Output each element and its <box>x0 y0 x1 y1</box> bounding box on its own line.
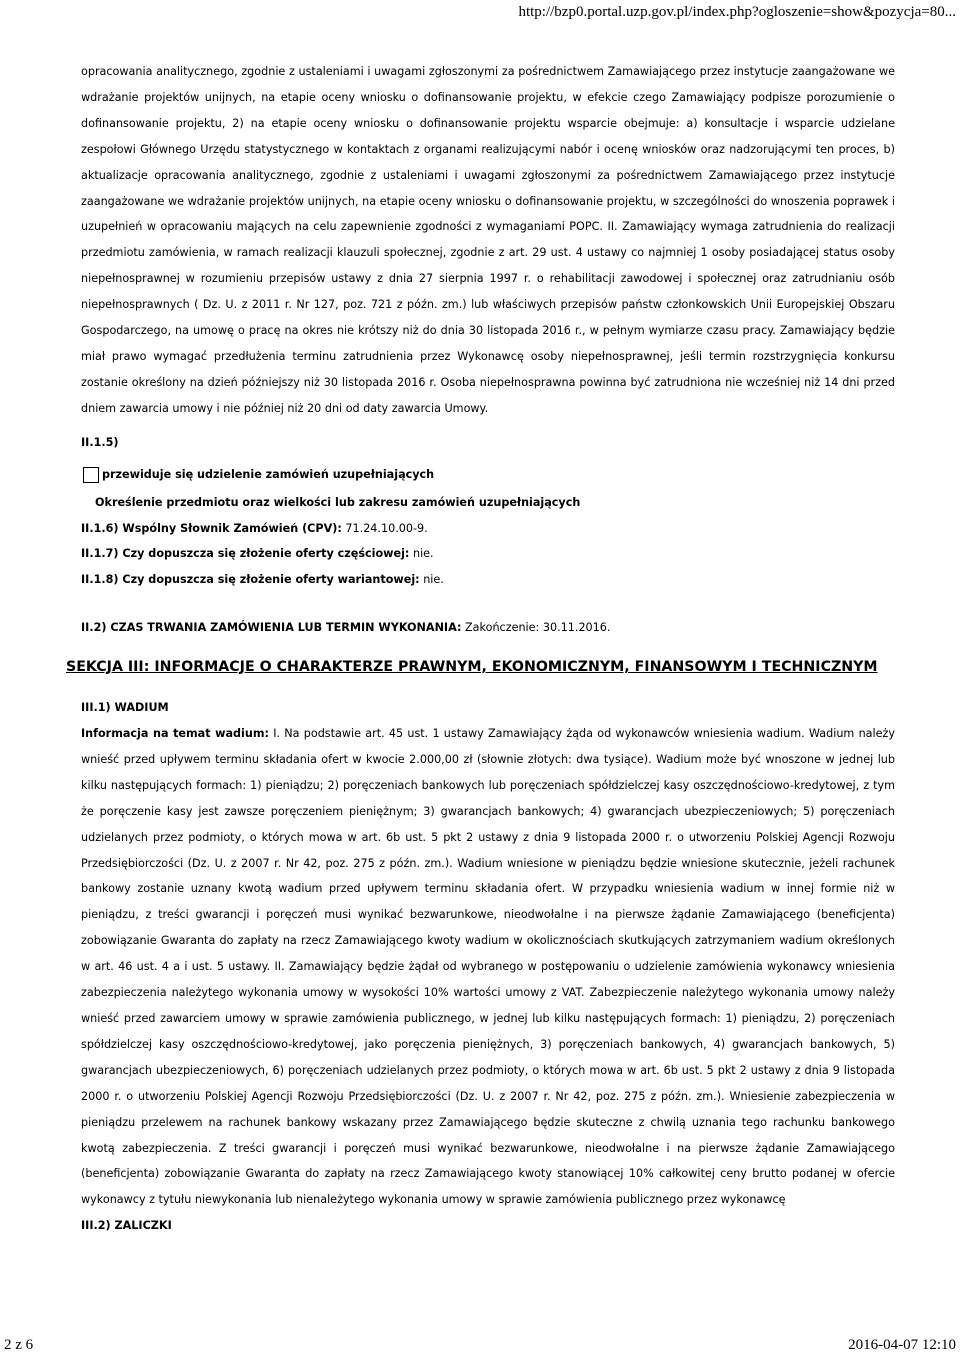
section-ii-1-5-label: II.1.5) <box>81 435 119 449</box>
page-number: 2 z 6 <box>4 1337 34 1353</box>
partial-offer-value: nie. <box>409 547 434 561</box>
cpv-label: II.1.6) Wspólny Słownik Zamówień (CPV): <box>81 521 342 535</box>
duration-label: II.2) CZAS TRWANIA ZAMÓWIENIA LUB TERMIN WYKONANIA: <box>81 621 462 635</box>
variant-offer-label: II.1.8) Czy dopuszcza się złożenie oferty wariantowej: <box>81 573 420 587</box>
section-iii-1-label: III.1) WADIUM <box>81 701 169 715</box>
section-iii-title: SEKCJA III: INFORMACJE O CHARAKTERZE PRAWNYM, EKONOMICZNYM, FINANSOWYM I TECHNICZNYM <box>66 659 878 676</box>
supplementary-orders-heading: Określenie przedmiotu oraz wielkości lub zakresu zamówień uzupełniających <box>95 495 581 509</box>
section-ii-1-6 <box>81 516 895 542</box>
duration-value: Zakończenie: 30.11.2016. <box>461 621 611 635</box>
partial-offer-label: II.1.7) Czy dopuszcza się złożenie oferty częściowej: <box>81 547 410 561</box>
wadium-label: Informacja na temat wadium: <box>81 727 269 741</box>
section-ii-2 <box>81 615 895 641</box>
section-iii-2-label: III.2) ZALICZKI <box>81 1219 172 1233</box>
document-content <box>66 59 895 1239</box>
section-ii-1-7 <box>81 541 895 567</box>
wadium-paragraph <box>81 721 895 1213</box>
description-paragraph: opracowania analitycznego, zgodnie z ustaleniami i uwagami zgłoszonymi za pośrednictwem Zamawiającego przez instytucje zaangażowane we wdrażanie projektów unijnych, na etapie oceny wniosku o dofinansowanie projektu, w efekcie czego Zamawiający podpisze porozumienie o dofinansowanie projektu, 2) na etapie oceny wniosku o dofinansowanie projektu wsparcie obejmuje: a) konsultacje i wsparcie udzielane zespołowi Głównego Urzędu statystycznego w kontaktach z organami realizującymi nabór i ocenę wniosków oraz nadzorującymi ten proces, b) aktualizacje opracowania analitycznego, zgodnie z ustaleniami i uwagami zgłoszonymi za pośrednictwem Zamawiającego przez instytucje zaangażowane we wdrażanie projektów unijnych, na etapie oceny wniosku o dofinansowanie projektu, w szczególności do wnoszenia poprawek i uzupełnień w opracowaniu mających na celu zapewnienie zgodności z wymaganiami POPC. II. Zamawiający wymaga zatrudnienia do realizacji przedmiotu zamówienia, w ramach realizacji klauzuli społecznej, zgodnie z art. 29 ust. 4 ustawy co najmniej 1 osoby posiadającej status osoby niepełnosprawnej w rozumieniu przepisów ustawy z dnia 27 sierpnia 1997 r. o rehabilitacji zawodowej i społecznej oraz zatrudnianiu osób niepełnosprawnych ( Dz. U. z 2011 r. Nr 127, poz. 721 z późn. zm.) lub właściwych przepisów państw członkowskich Unii Europejskiej Obszaru Gospodarczego, na umowę o pracę na okres nie krótszy niż do dnia 30 listopada 2016 r., w pełnym wymiarze czasu pracy. Zamawiający będzie miał prawo wymagać przedłużenia terminu zatrudnienia przez Wykonawcę osoby niepełnosprawnej, jeśli termin rozstrzygnięcia konkursu zostanie określony na dzień późniejszy niż 30 listopada 2016 r. Osoba niepełnosprawna powinna być zatrudniona nie wcześniej niż 14 dni przed dniem zawarcia umowy i nie później niż 20 dni od daty zawarcia Umowy. <box>81 65 895 415</box>
page-url: http://bzp0.portal.uzp.gov.pl/index.php?ogloszenie=show&pozycja=80... <box>518 4 956 20</box>
print-datetime: 2016-04-07 12:10 <box>848 1337 956 1353</box>
supplementary-orders-row <box>81 464 895 486</box>
wadium-text: I. Na podstawie art. 45 ust. 1 ustawy Zamawiający żąda od wykonawców wniesienia wadium. Wadium należy wnieść przed upływem terminu składania ofert w kwocie 2.000,00 zł (słownie złotych: dwa tysiące). Wadium może być wnoszone w jednej lub kilku następujących formach: 1) pieniądzu; 2) poręczeniach bankowych lub poręczeniach spółdzielczej kasy oszczędnościowo-kredytowej, z tym że poręczenie kasy jest zawsze poręczeniem pieniężnym; 3) gwarancjach bankowych; 4) gwarancjach ubezpieczeniowych; 5) poręczeniach udzielanych przez podmioty, o których mowa w art. 6b ust. 5 pkt 2 ustawy z dnia 9 listopada 2000 r. o utworzeniu Polskiej Agencji Rozwoju Przedsiębiorczości (Dz. U. z 2007 r. Nr 42, poz. 275 z późn. zm.). Wadium wniesione w pieniądzu będzie wniesione skutecznie, jeżeli rachunek bankowy zostanie uznany kwotą wadium przed upływem terminu składania ofert. W przypadku wniesienia wadium w innej formie niż w pieniądzu, z treści gwarancji i poręczeń musi wynikać bezwarunkowe, nieodwołalne i na pierwsze żądanie Zamawiającego (beneficjenta) zobowiązanie Gwaranta do zapłaty na rzecz Zamawiającego kwoty wadium w okolicznościach skutkujących zatrzymaniem wadium określonych w art. 46 ust. 4 a i ust. 5 ustawy. II. Zamawiający będzie żądał od wybranego w postępowaniu o udzielenie zamówienia wykonawcy wniesienia zabezpieczenia należytego wykonania umowy w wysokości 10% wartości umowy z VAT. Zabezpieczenie należytego wykonania umowy należy wnieść przed zawarciem umowy w sprawie zamówienia publicznego, w jednej lub kilku następujących formach: 1) pieniądzu, 2) poręczeniach spółdzielczej kasy oszczędnościowo-kredytowej, jako poręczenia pieniężnych, 3) poręczeniach bankowych, 4) gwarancjach bankowych, 5) gwarancjach ubezpieczeniowych, 6) poręczeniach udzielanych przez podmioty, o których mowa w art. 6b ust. 5 pkt 2 ustawy z dnia 9 listopada 2000 r. o utworzeniu Polskiej Agencji Rozwoju Przedsiębiorczości (Dz. U. z 2007 r. Nr 42, poz. 275 z późn. zm.). Wniesienie zabezpieczenia w pieniądzu przelewem na rachunek bankowy wskazany przez Zamawiającego będzie skuteczne z chwilą uznania tego rachunku bankowego kwotą zabezpieczenia. Z treści gwarancji i poręczeń musi wynikać bezwarunkowe, nieodwołalne i na pierwsze żądanie Zamawiającego (beneficjenta) zobowiązanie Gwaranta do zapłaty na rzecz Zamawiającego kwoty stanowiącej 10% całkowitej ceny brutto podanej w ofercie wykonawcy z tytułu niewykonania lub nienależytego wykonania umowy w sprawie zamówienia publicznego przez wykonawcę <box>81 727 895 1207</box>
section-ii-1-8 <box>81 567 895 593</box>
supplementary-orders-checkbox[interactable] <box>83 467 99 483</box>
cpv-value: 71.24.10.00-9. <box>341 521 428 535</box>
variant-offer-value: nie. <box>419 573 444 587</box>
supplementary-orders-label: przewiduje się udzielenie zamówień uzupełniających <box>102 467 435 481</box>
